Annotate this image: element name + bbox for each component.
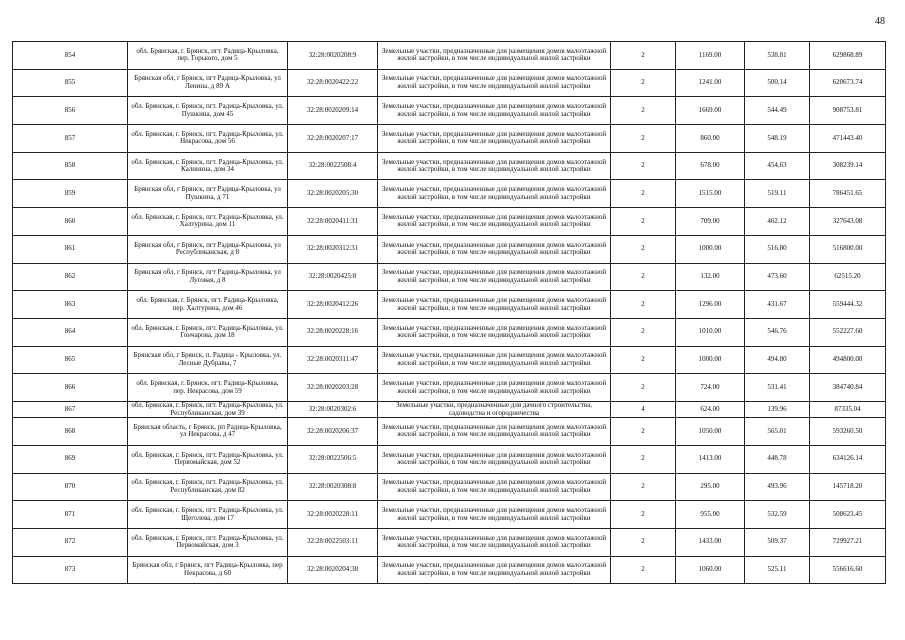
specific-value-cell: 548.19 [745, 125, 810, 153]
group-cell: 2 [611, 346, 676, 374]
area-cell: 1413.00 [676, 445, 745, 473]
group-cell: 2 [611, 501, 676, 529]
table-row [13, 473, 886, 501]
cadastral-number-cell: 32:28:0020422:22 [288, 69, 378, 97]
row-number-cell: 867 [13, 401, 128, 417]
cadastral-value-cell: 327643.08 [810, 208, 886, 236]
address-cell: Брянская обл, г Брянск, пгт Радица-Крыловка, ул Луговая, д 8 [128, 263, 288, 291]
land-use-cell: Земельные участки, предназначенные для размещения домов малоэтажной жилой застройки, в том числе индивидуальной жилой застройки [378, 528, 611, 556]
area-cell: 1010.00 [676, 318, 745, 346]
specific-value-cell: 516.80 [745, 235, 810, 263]
land-use-cell: Земельные участки, предназначенные для размещения домов малоэтажной жилой застройки, в том числе индивидуальной жилой застройки [378, 556, 611, 584]
group-cell: 2 [611, 473, 676, 501]
group-cell: 2 [611, 125, 676, 153]
area-cell: 860.00 [676, 125, 745, 153]
row-number-cell: 858 [13, 152, 128, 180]
row-number-cell: 862 [13, 263, 128, 291]
land-use-cell: Земельные участки, предназначенные для размещения домов малоэтажной жилой застройки, в том числе индивидуальной жилой застройки [378, 374, 611, 402]
table-row [13, 445, 886, 473]
table-row [13, 69, 886, 97]
specific-value-cell: 494.80 [745, 346, 810, 374]
table-row [13, 208, 886, 236]
address-cell: Брянская обл, г Брянск, пгт Радица-Крыловка, ул Республиканская, д 8 [128, 235, 288, 263]
cadastral-value-cell: 556616.60 [810, 556, 886, 584]
address-cell: обл. Брянская, г. Брянск, пгт. Радица-Крыловка, ул. Некрасова, дом 56 [128, 125, 288, 153]
cadastral-number-cell: 32:28:0020412:26 [288, 291, 378, 319]
address-cell: обл. Брянская, г. Брянск, пгт. Радица-Крыловка, ул. Республиканская, дом 39 [128, 401, 288, 417]
cadastral-value-cell: 729927.21 [810, 528, 886, 556]
cadastral-value-cell: 786451.65 [810, 180, 886, 208]
group-cell: 2 [611, 208, 676, 236]
group-cell: 2 [611, 69, 676, 97]
cadastral-number-cell: 32:28:0020228:16 [288, 318, 378, 346]
specific-value-cell: 525.11 [745, 556, 810, 584]
group-cell: 4 [611, 401, 676, 417]
table-row [13, 125, 886, 153]
row-number-cell: 854 [13, 42, 128, 70]
cadastral-value-cell: 494800.00 [810, 346, 886, 374]
land-use-cell: Земельные участки, предназначенные для размещения домов малоэтажной жилой застройки, в том числе индивидуальной жилой застройки [378, 97, 611, 125]
specific-value-cell: 493.96 [745, 473, 810, 501]
area-cell: 1000.00 [676, 235, 745, 263]
land-use-cell: Земельные участки, предназначенные для размещения домов малоэтажной жилой застройки, в том числе индивидуальной жилой застройки [378, 208, 611, 236]
land-registry-table [12, 41, 886, 584]
area-cell: 678.00 [676, 152, 745, 180]
address-cell: Брянская обл, г Брянск, п. Радица - Крыловка, ул. Лесные Дубравы, 7 [128, 346, 288, 374]
row-number-cell: 866 [13, 374, 128, 402]
area-cell: 1050.00 [676, 418, 745, 446]
land-use-cell: Земельные участки, предназначенные для размещения домов малоэтажной жилой застройки, в том числе индивидуальной жилой застройки [378, 42, 611, 70]
row-number-cell: 868 [13, 418, 128, 446]
area-cell: 724.00 [676, 374, 745, 402]
cadastral-number-cell: 32:28:0020208:9 [288, 42, 378, 70]
area-cell: 1433.00 [676, 528, 745, 556]
specific-value-cell: 454.63 [745, 152, 810, 180]
area-cell: 1669.00 [676, 97, 745, 125]
land-use-cell: Земельные участки, предназначенные для размещения домов малоэтажной жилой застройки, в том числе индивидуальной жилой застройки [378, 318, 611, 346]
table-body [13, 42, 886, 584]
group-cell: 2 [611, 263, 676, 291]
cadastral-value-cell: 620673.74 [810, 69, 886, 97]
cadastral-value-cell: 516800.00 [810, 235, 886, 263]
address-cell: обл. Брянская, г. Брянск, пгт. Радица-Крыловка, пер. Халтурина, дом 46 [128, 291, 288, 319]
cadastral-number-cell: 32:28:0022503:11 [288, 528, 378, 556]
row-number-cell: 857 [13, 125, 128, 153]
table-row [13, 501, 886, 529]
cadastral-number-cell: 32:28:0022506:5 [288, 445, 378, 473]
table-row [13, 42, 886, 70]
land-use-cell: Земельные участки, предназначенные для размещения домов малоэтажной жилой застройки, в том числе индивидуальной жилой застройки [378, 346, 611, 374]
cadastral-value-cell: 629868.89 [810, 42, 886, 70]
cadastral-number-cell: 32:28:0020302:6 [288, 401, 378, 417]
specific-value-cell: 509.37 [745, 528, 810, 556]
table-row [13, 556, 886, 584]
cadastral-number-cell: 32:28:0020206:37 [288, 418, 378, 446]
land-use-cell: Земельные участки, предназначенные для размещения домов малоэтажной жилой застройки, в том числе индивидуальной жилой застройки [378, 473, 611, 501]
area-cell: 1060.00 [676, 556, 745, 584]
row-number-cell: 869 [13, 445, 128, 473]
table-row [13, 235, 886, 263]
land-use-cell: Земельные участки, предназначенные для размещения домов малоэтажной жилой застройки, в том числе индивидуальной жилой застройки [378, 445, 611, 473]
specific-value-cell: 531.41 [745, 374, 810, 402]
group-cell: 2 [611, 97, 676, 125]
row-number-cell: 871 [13, 501, 128, 529]
area-cell: 1000.00 [676, 346, 745, 374]
group-cell: 2 [611, 152, 676, 180]
table-row [13, 318, 886, 346]
group-cell: 2 [611, 291, 676, 319]
table-row [13, 180, 886, 208]
cadastral-number-cell: 32:28:0020425:8 [288, 263, 378, 291]
row-number-cell: 856 [13, 97, 128, 125]
table-row [13, 263, 886, 291]
area-cell: 709.00 [676, 208, 745, 236]
row-number-cell: 870 [13, 473, 128, 501]
specific-value-cell: 565.01 [745, 418, 810, 446]
address-cell: обл. Брянская, г. Брянск, пгт. Радица-Крыловка, ул. Щеголева, дом 17 [128, 501, 288, 529]
address-cell: обл. Брянская, г. Брянск, пгт. Радица-Крыловка, ул. Калинина, дом 34 [128, 152, 288, 180]
address-cell: обл. Брянская, г. Брянск, пгт. Радица-Крыловка, ул. Пушкина, дом 45 [128, 97, 288, 125]
row-number-cell: 860 [13, 208, 128, 236]
table-row [13, 291, 886, 319]
land-use-cell: Земельные участки, предназначенные для дачного строительства, садоводства и огородничества [378, 401, 611, 417]
cadastral-value-cell: 145718.20 [810, 473, 886, 501]
specific-value-cell: 519.11 [745, 180, 810, 208]
specific-value-cell: 544.49 [745, 97, 810, 125]
cadastral-value-cell: 559444.32 [810, 291, 886, 319]
cadastral-value-cell: 471443.40 [810, 125, 886, 153]
row-number-cell: 873 [13, 556, 128, 584]
area-cell: 624.00 [676, 401, 745, 417]
address-cell: обл. Брянская, г. Брянск, пгт. Радица-Крыловка, ул. Первомайская, дом 3 [128, 528, 288, 556]
land-use-cell: Земельные участки, предназначенные для размещения домов малоэтажной жилой застройки, в том числе индивидуальной жилой застройки [378, 69, 611, 97]
land-use-cell: Земельные участки, предназначенные для размещения домов малоэтажной жилой застройки, в том числе индивидуальной жилой застройки [378, 291, 611, 319]
cadastral-number-cell: 32:28:0020312:31 [288, 235, 378, 263]
land-use-cell: Земельные участки, предназначенные для размещения домов малоэтажной жилой застройки, в том числе индивидуальной жилой застройки [378, 501, 611, 529]
group-cell: 2 [611, 42, 676, 70]
address-cell: Брянская обл, г Брянск, пгт Радица-Крыловка, ул Пушкина, д 71 [128, 180, 288, 208]
table-row [13, 152, 886, 180]
cadastral-value-cell: 62515.20 [810, 263, 886, 291]
table-row [13, 418, 886, 446]
cadastral-value-cell: 634126.14 [810, 445, 886, 473]
cadastral-value-cell: 87335.04 [810, 401, 886, 417]
cadastral-number-cell: 32:28:0020209:14 [288, 97, 378, 125]
cadastral-number-cell: 32:28:0020411:31 [288, 208, 378, 236]
specific-value-cell: 546.76 [745, 318, 810, 346]
row-number-cell: 859 [13, 180, 128, 208]
group-cell: 2 [611, 556, 676, 584]
cadastral-value-cell: 508623.45 [810, 501, 886, 529]
area-cell: 295.00 [676, 473, 745, 501]
address-cell: обл. Брянская, г. Брянск, пгт. Радица-Крыловка, ул. Первомайская, дом 52 [128, 445, 288, 473]
group-cell: 2 [611, 235, 676, 263]
area-cell: 1241.00 [676, 69, 745, 97]
cadastral-number-cell: 32:28:0020204:38 [288, 556, 378, 584]
address-cell: Брянская обл, г Брянск, пгт Радица-Крыловка, пер Некрасова, д 60 [128, 556, 288, 584]
land-use-cell: Земельные участки, предназначенные для размещения домов малоэтажной жилой застройки, в том числе индивидуальной жилой застройки [378, 235, 611, 263]
group-cell: 2 [611, 374, 676, 402]
group-cell: 2 [611, 445, 676, 473]
row-number-cell: 861 [13, 235, 128, 263]
address-cell: Брянская область, г Брянск, рп Радица-Крыловка, ул Некрасова, д 47 [128, 418, 288, 446]
cadastral-number-cell: 32:28:0020207:17 [288, 125, 378, 153]
area-cell: 1515.00 [676, 180, 745, 208]
cadastral-value-cell: 552227.60 [810, 318, 886, 346]
row-number-cell: 863 [13, 291, 128, 319]
group-cell: 2 [611, 180, 676, 208]
address-cell: Брянская обл, г Брянск, пгт Радица-Крыловка, ул Ленина, д 89 А [128, 69, 288, 97]
cadastral-value-cell: 908753.81 [810, 97, 886, 125]
cadastral-number-cell: 32:28:0022508:4 [288, 152, 378, 180]
land-use-cell: Земельные участки, предназначенные для размещения домов малоэтажной жилой застройки, в том числе индивидуальной жилой застройки [378, 152, 611, 180]
group-cell: 2 [611, 418, 676, 446]
address-cell: обл. Брянская, г. Брянск, пгт. Радица-Крыловка, ул. Халтурина, дом 11 [128, 208, 288, 236]
cadastral-value-cell: 593260.50 [810, 418, 886, 446]
address-cell: обл. Брянская, г. Брянск, пгт. Радица-Крыловка, ул. Республиканская, дом 82 [128, 473, 288, 501]
group-cell: 2 [611, 528, 676, 556]
address-cell: обл. Брянская, г. Брянск, пгт. Радица-Крыловка, пер. Некрасова, дом 59 [128, 374, 288, 402]
area-cell: 1169.00 [676, 42, 745, 70]
land-use-cell: Земельные участки, предназначенные для размещения домов малоэтажной жилой застройки, в том числе индивидуальной жилой застройки [378, 125, 611, 153]
table-row [13, 346, 886, 374]
specific-value-cell: 431.67 [745, 291, 810, 319]
cadastral-value-cell: 384740.84 [810, 374, 886, 402]
table-row [13, 374, 886, 402]
cadastral-value-cell: 308239.14 [810, 152, 886, 180]
row-number-cell: 865 [13, 346, 128, 374]
table-row [13, 528, 886, 556]
address-cell: обл. Брянская, г. Брянск, пгт. Радица-Крыловка, пер. Горького, дом 5 [128, 42, 288, 70]
cadastral-number-cell: 32:28:0020228:11 [288, 501, 378, 529]
land-use-cell: Земельные участки, предназначенные для размещения домов малоэтажной жилой застройки, в том числе индивидуальной жилой застройки [378, 418, 611, 446]
specific-value-cell: 448.78 [745, 445, 810, 473]
specific-value-cell: 139.96 [745, 401, 810, 417]
cadastral-number-cell: 32:28:0020205:30 [288, 180, 378, 208]
table-row [13, 97, 886, 125]
cadastral-number-cell: 32:28:0020308:8 [288, 473, 378, 501]
row-number-cell: 855 [13, 69, 128, 97]
row-number-cell: 872 [13, 528, 128, 556]
area-cell: 955.00 [676, 501, 745, 529]
cadastral-number-cell: 32:28:0020203:28 [288, 374, 378, 402]
cadastral-number-cell: 32:28:0020311:47 [288, 346, 378, 374]
group-cell: 2 [611, 318, 676, 346]
land-use-cell: Земельные участки, предназначенные для размещения домов малоэтажной жилой застройки, в том числе индивидуальной жилой застройки [378, 263, 611, 291]
table-row [13, 401, 886, 417]
area-cell: 132.00 [676, 263, 745, 291]
area-cell: 1296.00 [676, 291, 745, 319]
specific-value-cell: 462.12 [745, 208, 810, 236]
specific-value-cell: 538.81 [745, 42, 810, 70]
row-number-cell: 864 [13, 318, 128, 346]
land-use-cell: Земельные участки, предназначенные для размещения домов малоэтажной жилой застройки, в том числе индивидуальной жилой застройки [378, 180, 611, 208]
specific-value-cell: 532.59 [745, 501, 810, 529]
specific-value-cell: 473.60 [745, 263, 810, 291]
address-cell: обл. Брянская, г. Брянск, пгт. Радица-Крыловка, ул. Гончарова, дом 18 [128, 318, 288, 346]
page-number: 48 [875, 16, 885, 27]
specific-value-cell: 500.14 [745, 69, 810, 97]
